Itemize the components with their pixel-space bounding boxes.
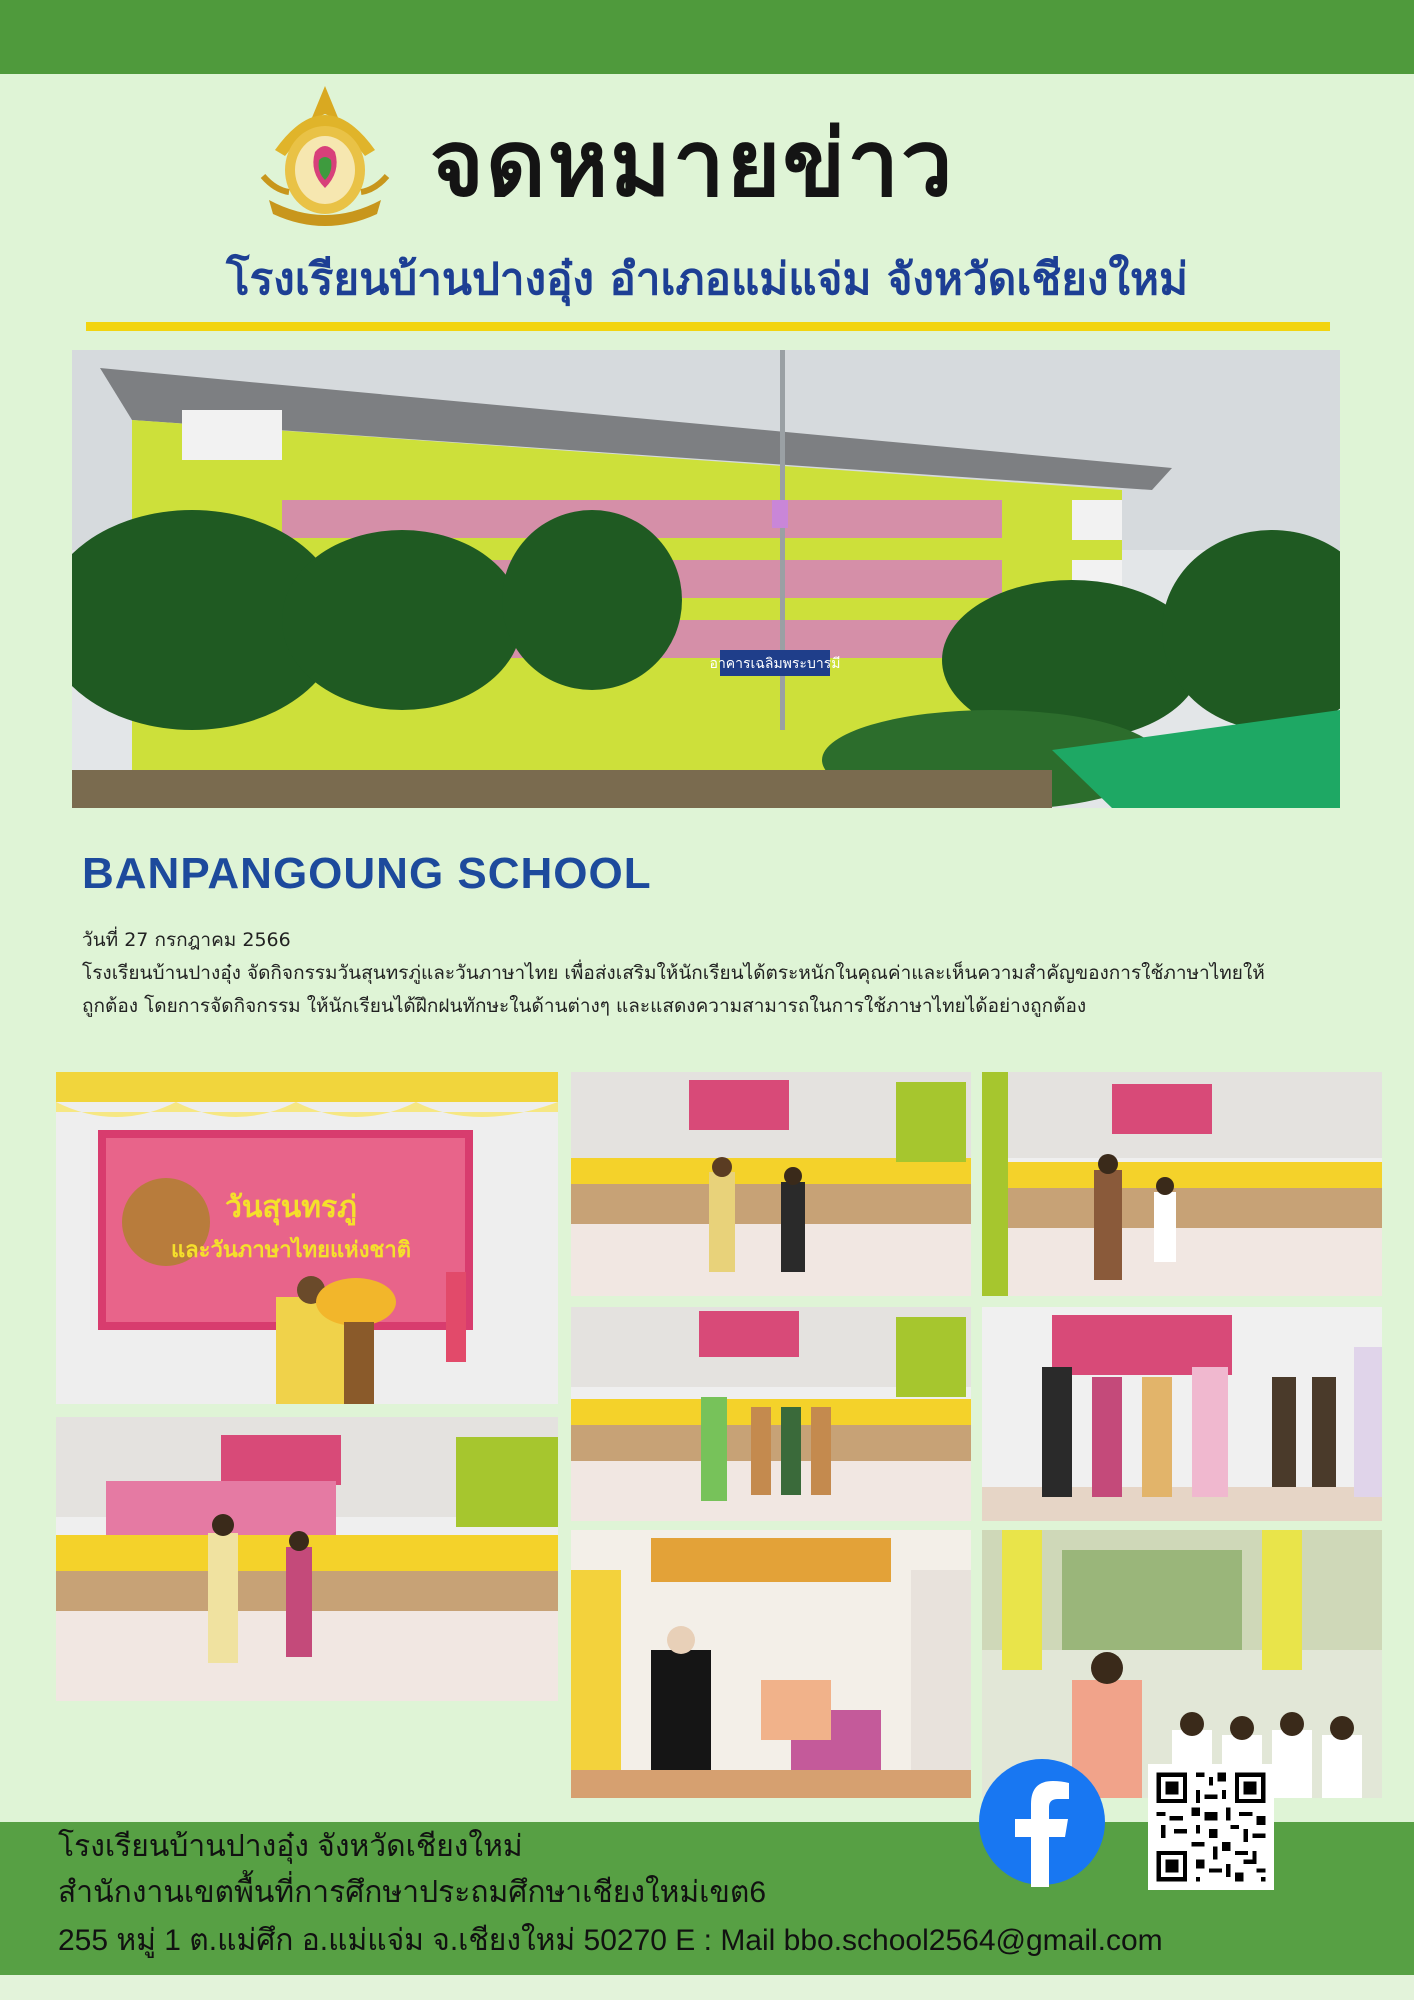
activity-photo-award-2 [982, 1072, 1382, 1296]
banner-text-2: และวันภาษาไทยแห่งชาติ [170, 1238, 412, 1263]
qr-code[interactable] [1148, 1764, 1274, 1890]
activity-photo-group-award [571, 1307, 971, 1521]
yellow-divider [86, 322, 1330, 331]
facebook-icon[interactable] [977, 1757, 1107, 1887]
top-band [0, 0, 1414, 74]
school-name-heading: BANPANGOUNG SCHOOL [82, 849, 652, 898]
school-location-heading: โรงเรียนบ้านปางอุ๋ง อำเภอแม่แจ่ม จังหวัดเชียงใหม่ [226, 254, 1188, 305]
activity-photo-costumes [982, 1307, 1382, 1521]
activity-photo-podium [56, 1072, 558, 1404]
article-body: โรงเรียนบ้านปางอุ๋ง จัดกิจกรรมวันสุนทรภู่และวันภาษาไทย เพื่อส่งเสริมให้นักเรียนได้ตระหนักในคุณค่าและเห็นความสำคัญของการใช้ภาษาไทยให้ถูกต้อง โดยการจัดกิจกรรม ให้นักเรียนได้ฝึกฝนทักษะในด้านต่างๆ และแสดงความสามารถในการใช้ภาษาไทยได้อย่างถูกต้อง [82, 962, 1265, 1017]
footer-address-email: 255 หมู่ 1 ต.แม่ศึก อ.แม่แจ่ม จ.เชียงใหม่ 50270 E : Mail bbo.school2564@gmail.com [58, 1924, 1163, 1957]
newsletter-title: จดหมายข่าว [430, 110, 955, 217]
activity-photo-award-3 [56, 1417, 558, 1701]
footer-strip [0, 1975, 1414, 2000]
activity-photo-drama [571, 1530, 971, 1798]
footer-school-name: โรงเรียนบ้านปางอุ๋ง จังหวัดเชียงใหม่ [58, 1830, 523, 1863]
school-logo [255, 80, 395, 240]
building-sign-text: อาคารเฉลิมพระบารมี [709, 656, 841, 672]
article-date: วันที่ 27 กรกฎาคม 2566 [82, 929, 291, 951]
school-building-photo [72, 350, 1340, 808]
activity-photo-award-1 [571, 1072, 971, 1296]
footer-office: สำนักงานเขตพื้นที่การศึกษาประถมศึกษาเชียงใหม่เขต6 [58, 1876, 767, 1909]
banner-text-1: วันสุนทรภู่ [225, 1190, 357, 1225]
